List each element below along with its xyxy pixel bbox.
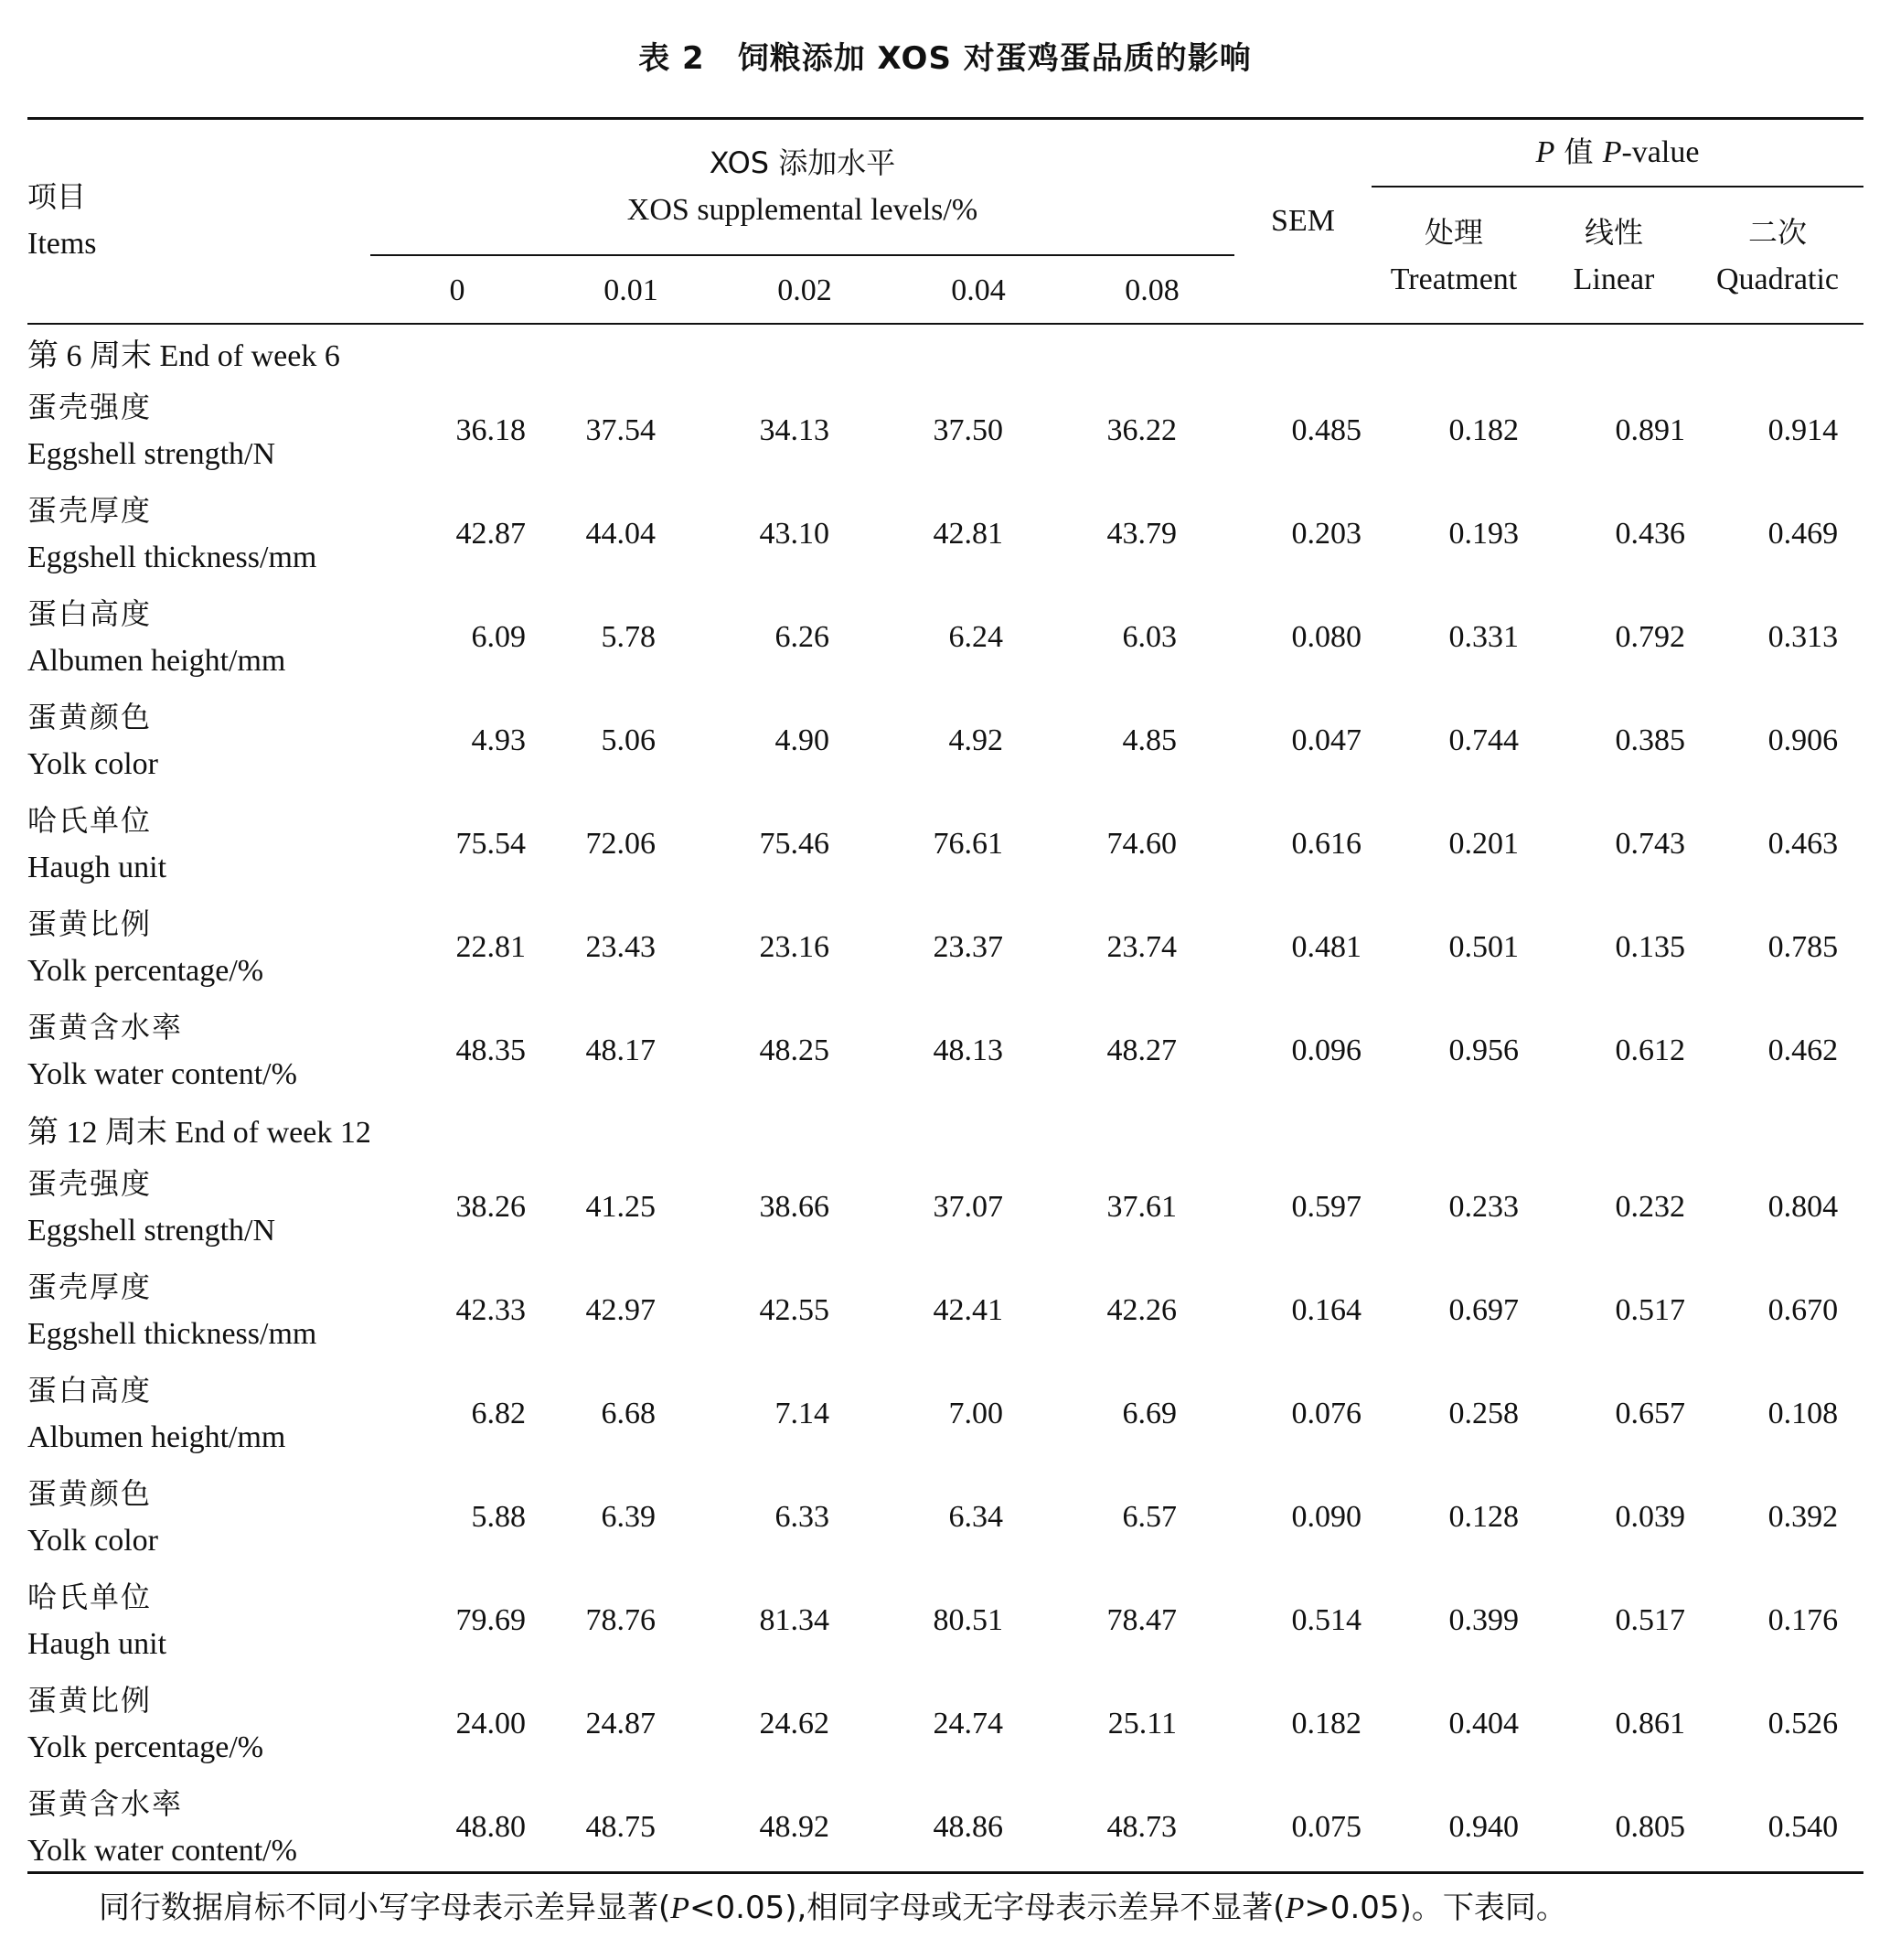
level-value-cell: 6.03 (1122, 619, 1177, 654)
level-value-cell: 75.46 (759, 826, 829, 861)
level-value-cell: 6.39 (601, 1499, 656, 1534)
row-label-en: Haugh unit (27, 1626, 167, 1661)
row-label-zh: 蛋黄颜色 (27, 1475, 153, 1511)
sem-cell: 0.080 (1291, 619, 1361, 654)
level-value-cell: 24.00 (455, 1706, 526, 1740)
row-label-en: Haugh unit (27, 850, 167, 884)
level-value-cell: 37.61 (1106, 1189, 1177, 1224)
level-value-cell: 37.54 (585, 412, 656, 447)
level-value-cell: 5.88 (471, 1499, 526, 1534)
footnote (99, 1882, 1567, 1927)
level-value-cell: 6.26 (774, 619, 829, 654)
quadratic-p-cell: 0.108 (1767, 1396, 1839, 1430)
header-pvalue-p2: P (1602, 135, 1622, 169)
level-value-cell: 79.69 (455, 1602, 526, 1637)
row-label-en: Yolk percentage/% (27, 1730, 264, 1764)
level-value-cell: 4.90 (774, 723, 829, 757)
level-value-cell: 42.26 (1106, 1292, 1177, 1327)
footnote-part2: <0.05),相同字母或无字母表示差异不显著( (689, 1890, 1286, 1926)
row-label (27, 1672, 370, 1775)
level-value-cell: 42.41 (933, 1292, 1003, 1327)
quadratic-p-cell: 0.313 (1767, 619, 1839, 654)
linear-p-cell: 0.743 (1615, 826, 1685, 861)
row-label-en: Yolk color (27, 746, 158, 781)
linear-p-cell: 0.232 (1615, 1189, 1685, 1224)
level-value-cell: 6.82 (471, 1396, 526, 1430)
row-label (27, 379, 370, 482)
row-label-en: Yolk color (27, 1523, 158, 1558)
row-label-zh: 蛋黄含水率 (27, 1009, 184, 1044)
row-label (27, 1569, 370, 1672)
row-label-en: Albumen height/mm (27, 643, 286, 678)
linear-p-cell: 0.135 (1615, 929, 1685, 964)
treatment-p-cell: 0.201 (1448, 826, 1519, 861)
level-value-cell: 4.85 (1122, 723, 1177, 757)
level-value-cell: 48.17 (585, 1033, 656, 1067)
sem-cell: 0.514 (1291, 1602, 1361, 1637)
level-value-cell: 24.74 (933, 1706, 1003, 1740)
level-value-cell: 34.13 (759, 412, 829, 447)
table-title-text: 饲粮添加 XOS 对蛋鸡蛋品质的影响 (737, 40, 1252, 77)
table-row (27, 1465, 1863, 1569)
row-label-en: Yolk water content/% (27, 1056, 297, 1091)
treatment-p-cell: 0.956 (1448, 1033, 1519, 1067)
level-value-cell: 37.50 (933, 412, 1003, 447)
table-number: 表 2 (638, 40, 705, 77)
quadratic-p-cell: 0.906 (1767, 723, 1839, 757)
level-value-cell: 6.34 (948, 1499, 1003, 1534)
level-value-cell: 48.25 (759, 1033, 829, 1067)
table-row (27, 585, 1863, 689)
treatment-p-cell: 0.182 (1448, 412, 1519, 447)
quadratic-p-cell: 0.469 (1767, 516, 1839, 551)
pvalue-underline (1372, 186, 1863, 187)
header-linear (1536, 209, 1692, 304)
level-value-cell: 24.62 (759, 1706, 829, 1740)
linear-p-cell: 0.612 (1615, 1033, 1685, 1067)
table-row (27, 1672, 1863, 1775)
row-label (27, 1362, 370, 1465)
linear-p-cell: 0.039 (1615, 1499, 1685, 1534)
level-value-cell: 6.33 (774, 1499, 829, 1534)
row-label-zh: 蛋白高度 (27, 1372, 153, 1408)
row-label (27, 585, 370, 689)
level-value-cell: 48.75 (585, 1809, 656, 1844)
treatment-p-cell: 0.331 (1448, 619, 1519, 654)
level-value-cell: 48.13 (933, 1033, 1003, 1067)
row-label (27, 1465, 370, 1569)
table-row (27, 1775, 1863, 1879)
top-rule (27, 117, 1863, 120)
sem-cell: 0.090 (1291, 1499, 1361, 1534)
row-label (27, 1258, 370, 1362)
row-label (27, 999, 370, 1102)
section-label: 第 6 周末 End of week 6 (27, 338, 340, 373)
treatment-p-cell: 0.697 (1448, 1292, 1519, 1327)
level-value-cell: 42.55 (759, 1292, 829, 1327)
table-row (27, 689, 1863, 792)
row-label-zh: 哈氏单位 (27, 1579, 153, 1614)
level-value-cell: 37.07 (933, 1189, 1003, 1224)
level-value-cell: 36.22 (1106, 412, 1177, 447)
row-label-zh: 蛋壳强度 (27, 389, 153, 424)
header-quadratic-zh: 二次 (1747, 215, 1807, 250)
quadratic-p-cell: 0.526 (1767, 1706, 1839, 1740)
level-value-cell: 75.54 (455, 826, 526, 861)
level-value-cell: 44.04 (585, 516, 656, 551)
level-value-cell: 41.25 (585, 1189, 656, 1224)
level-value-cell: 43.10 (759, 516, 829, 551)
level-value-cell: 76.61 (933, 826, 1003, 861)
sem-cell: 0.203 (1291, 516, 1361, 551)
quadratic-p-cell: 0.785 (1767, 929, 1839, 964)
row-label-zh: 蛋壳厚度 (27, 1269, 153, 1304)
level-value-cell: 72.06 (585, 826, 656, 861)
row-label-en: Eggshell strength/N (27, 1213, 276, 1248)
level-value-cell: 48.80 (455, 1809, 526, 1844)
level-value-cell: 48.35 (455, 1033, 526, 1067)
treatment-p-cell: 0.501 (1448, 929, 1519, 964)
row-label (27, 482, 370, 585)
linear-p-cell: 0.891 (1615, 412, 1685, 447)
header-levels (370, 139, 1234, 234)
header-treatment-en: Treatment (1390, 262, 1518, 296)
header-quadratic (1692, 209, 1863, 304)
level-value-cell: 81.34 (759, 1602, 829, 1637)
header-level-2: 0.02 (777, 273, 832, 307)
level-value-cell: 74.60 (1106, 826, 1177, 861)
linear-p-cell: 0.385 (1615, 723, 1685, 757)
level-value-cell: 42.33 (455, 1292, 526, 1327)
sem-cell: 0.481 (1291, 929, 1361, 964)
header-levels-zh: XOS 添加水平 (709, 145, 896, 180)
linear-p-cell: 0.517 (1615, 1292, 1685, 1327)
level-value-cell: 48.86 (933, 1809, 1003, 1844)
table-row (27, 895, 1863, 999)
row-label (27, 689, 370, 792)
sem-cell: 0.616 (1291, 826, 1361, 861)
section-label: 第 12 周末 End of week 12 (27, 1115, 371, 1150)
table-row (27, 1258, 1863, 1362)
level-value-cell: 42.97 (585, 1292, 656, 1327)
sem-cell: 0.485 (1291, 412, 1361, 447)
level-value-cell: 23.74 (1106, 929, 1177, 964)
row-label-en: Eggshell thickness/mm (27, 540, 317, 574)
level-value-cell: 38.26 (455, 1189, 526, 1224)
treatment-p-cell: 0.404 (1448, 1706, 1519, 1740)
level-value-cell: 6.24 (948, 619, 1003, 654)
row-label-en: Eggshell strength/N (27, 436, 276, 471)
header-linear-en: Linear (1573, 262, 1655, 296)
levels-underline (370, 254, 1234, 256)
treatment-p-cell: 0.233 (1448, 1189, 1519, 1224)
level-value-cell: 38.66 (759, 1189, 829, 1224)
level-value-cell: 23.16 (759, 929, 829, 964)
treatment-p-cell: 0.744 (1448, 723, 1519, 757)
header-pvalue (1372, 128, 1863, 177)
header-level-1: 0.01 (603, 273, 658, 307)
level-value-cell: 42.81 (933, 516, 1003, 551)
level-value-cell: 36.18 (455, 412, 526, 447)
header-linear-zh: 线性 (1584, 215, 1643, 250)
section-row (27, 1102, 1863, 1155)
level-value-cell: 22.81 (455, 929, 526, 964)
level-value-cell: 6.57 (1122, 1499, 1177, 1534)
level-value-cell: 6.69 (1122, 1396, 1177, 1430)
treatment-p-cell: 0.940 (1448, 1809, 1519, 1844)
table-row (27, 1155, 1863, 1258)
header-pvalue-p: P (1535, 135, 1555, 169)
quadratic-p-cell: 0.804 (1767, 1189, 1839, 1224)
data-table (27, 326, 1863, 1879)
sem-cell: 0.096 (1291, 1033, 1361, 1067)
level-value-cell: 7.14 (774, 1396, 829, 1430)
sem-cell: 0.076 (1291, 1396, 1361, 1430)
header-sem: SEM (1271, 204, 1335, 238)
treatment-p-cell: 0.258 (1448, 1396, 1519, 1430)
header-items-zh: 项目 (27, 179, 87, 214)
sem-cell: 0.182 (1291, 1706, 1361, 1740)
table-row (27, 999, 1863, 1102)
sem-cell: 0.164 (1291, 1292, 1361, 1327)
quadratic-p-cell: 0.462 (1767, 1033, 1839, 1067)
row-label (27, 1155, 370, 1258)
linear-p-cell: 0.861 (1615, 1706, 1685, 1740)
level-value-cell: 78.76 (585, 1602, 656, 1637)
level-value-cell: 48.73 (1106, 1809, 1177, 1844)
row-label-en: Yolk percentage/% (27, 953, 264, 988)
linear-p-cell: 0.805 (1615, 1809, 1685, 1844)
header-treatment-zh: 处理 (1424, 215, 1483, 250)
level-value-cell: 48.92 (759, 1809, 829, 1844)
level-value-cell: 43.79 (1106, 516, 1177, 551)
level-value-cell: 24.87 (585, 1706, 656, 1740)
row-label-zh: 蛋壳厚度 (27, 492, 153, 528)
section-row (27, 326, 1863, 379)
level-value-cell: 4.92 (948, 723, 1003, 757)
level-value-cell: 48.27 (1106, 1033, 1177, 1067)
header-levels-en: XOS supplemental levels/% (626, 193, 978, 227)
footnote-p1: P (670, 1891, 690, 1925)
table-row (27, 379, 1863, 482)
header-items-en: Items (27, 227, 97, 261)
level-value-cell: 80.51 (933, 1602, 1003, 1637)
header-quadratic-en: Quadratic (1715, 262, 1840, 296)
header-pvalue-zh: 值 (1554, 134, 1603, 169)
table-body (27, 326, 1863, 1879)
quadratic-p-cell: 0.670 (1767, 1292, 1839, 1327)
row-label (27, 895, 370, 999)
row-label (27, 1775, 370, 1879)
row-label-en: Albumen height/mm (27, 1419, 286, 1454)
table-title (0, 33, 1890, 78)
linear-p-cell: 0.657 (1615, 1396, 1685, 1430)
quadratic-p-cell: 0.914 (1767, 412, 1839, 447)
sem-cell: 0.597 (1291, 1189, 1361, 1224)
level-value-cell: 6.68 (601, 1396, 656, 1430)
row-label-zh: 蛋黄颜色 (27, 699, 153, 734)
row-label-zh: 蛋黄比例 (27, 905, 153, 941)
level-value-cell: 4.93 (471, 723, 526, 757)
level-value-cell: 25.11 (1107, 1706, 1177, 1740)
table-row (27, 1569, 1863, 1672)
treatment-p-cell: 0.399 (1448, 1602, 1519, 1637)
treatment-p-cell: 0.128 (1448, 1499, 1519, 1534)
linear-p-cell: 0.792 (1615, 619, 1685, 654)
row-label-zh: 蛋白高度 (27, 595, 153, 631)
table-row (27, 482, 1863, 585)
level-value-cell: 5.06 (601, 723, 656, 757)
level-value-cell: 7.00 (948, 1396, 1003, 1430)
sem-cell: 0.047 (1291, 723, 1361, 757)
level-value-cell: 5.78 (601, 619, 656, 654)
quadratic-p-cell: 0.392 (1767, 1499, 1839, 1534)
row-label (27, 792, 370, 895)
quadratic-p-cell: 0.176 (1767, 1602, 1839, 1637)
table-row (27, 1362, 1863, 1465)
linear-p-cell: 0.517 (1615, 1602, 1685, 1637)
quadratic-p-cell: 0.463 (1767, 826, 1839, 861)
row-label-zh: 蛋黄比例 (27, 1682, 153, 1718)
level-value-cell: 42.87 (455, 516, 526, 551)
sem-cell: 0.075 (1291, 1809, 1361, 1844)
header-bottom-rule (27, 323, 1863, 325)
row-label-en: Yolk water content/% (27, 1833, 297, 1868)
header-treatment (1372, 209, 1536, 304)
row-label-zh: 蛋黄含水率 (27, 1785, 184, 1821)
table-row (27, 792, 1863, 895)
header-items (27, 173, 97, 268)
row-label-zh: 哈氏单位 (27, 802, 153, 838)
row-label-zh: 蛋壳强度 (27, 1165, 153, 1201)
row-label-en: Eggshell thickness/mm (27, 1316, 317, 1351)
footnote-p2: P (1285, 1891, 1305, 1925)
quadratic-p-cell: 0.540 (1767, 1809, 1839, 1844)
level-value-cell: 6.09 (471, 619, 526, 654)
footnote-part1: 同行数据肩标不同小写字母表示差异显著( (99, 1890, 671, 1926)
footnote-part3: >0.05)。下表同。 (1304, 1890, 1567, 1926)
header-level-4: 0.08 (1125, 273, 1180, 307)
header-level-0: 0 (449, 273, 465, 307)
header-level-3: 0.04 (951, 273, 1006, 307)
level-value-cell: 23.37 (933, 929, 1003, 964)
level-value-cell: 23.43 (585, 929, 656, 964)
level-value-cell: 78.47 (1106, 1602, 1177, 1637)
linear-p-cell: 0.436 (1615, 516, 1685, 551)
header-pvalue-en: -value (1621, 135, 1700, 169)
treatment-p-cell: 0.193 (1448, 516, 1519, 551)
